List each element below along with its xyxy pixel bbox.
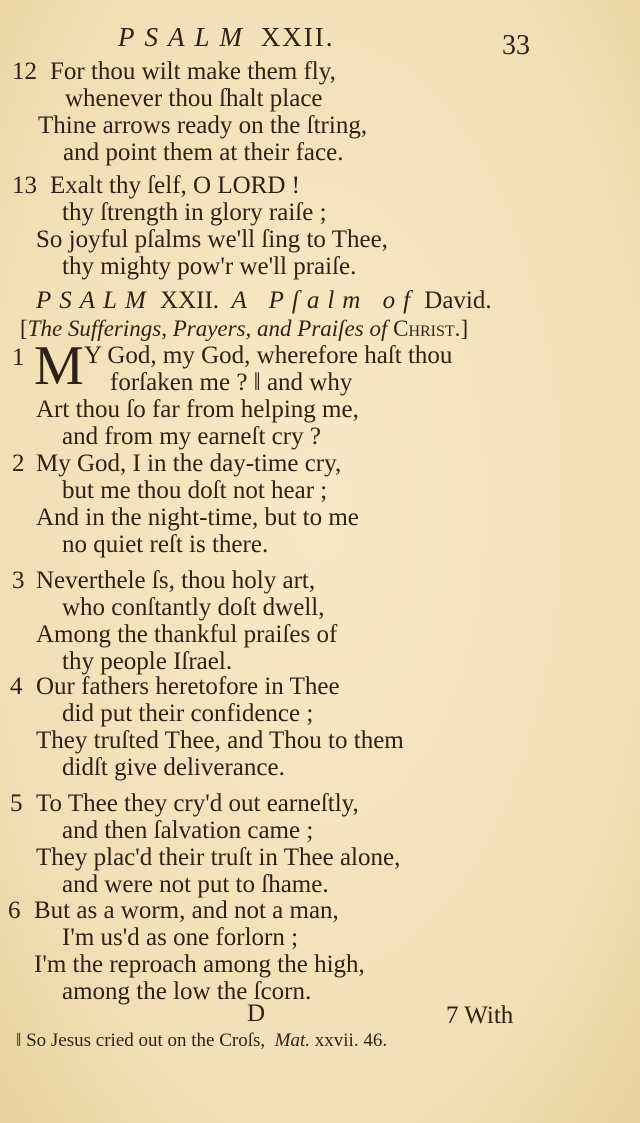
psalm-argument [20, 316, 468, 342]
verse-line: and from my earneſt cry ? [62, 423, 321, 450]
verse-number: 3 [12, 567, 25, 594]
verse-number: 5 [10, 790, 23, 817]
verse-line: I'm the reproach among the high, [34, 951, 365, 978]
footnote-ref: xxvii. 46. [314, 1030, 388, 1051]
argument-close-bracket: ] [460, 316, 469, 341]
verse-line: no quiet reſt is there. [62, 531, 269, 558]
verse-line: They truſted Thee, and Thou to them [36, 727, 404, 754]
verse-line: They plac'd their truſt in Thee alone, [36, 844, 401, 871]
verse-line: thy mighty pow'r we'll praiſe. [62, 253, 357, 280]
footnote-ref-book: Mat. [274, 1030, 311, 1051]
verse-line: So joyful pſalms we'll ſing to Thee, [36, 226, 388, 253]
verse-line: For thou wilt make them fly, [50, 58, 336, 85]
verse-number: 1 [12, 344, 25, 371]
verse-line: and point them at their face. [63, 139, 344, 166]
footnote [16, 1030, 387, 1052]
verse-line: did put their confidence ; [62, 700, 314, 727]
page-number: 33 [502, 30, 530, 61]
verse-line: Our fathers heretofore in Thee [36, 673, 340, 700]
verse-number: 2 [12, 450, 25, 477]
verse-line: thy people Iſrael. [62, 648, 233, 675]
verse-line: but me thou doſt not hear ; [62, 477, 328, 504]
verse-line: and then ſalvation came ; [62, 817, 314, 844]
footnote-text: So Jesus cried out on the Croſs, [26, 1030, 266, 1051]
verse-line: didſt give deliverance. [62, 754, 285, 781]
verse-line: To Thee they cry'd out earneſtly, [36, 790, 359, 817]
psalm-heading-number: XXII. [160, 287, 220, 314]
verse-number: 12 [12, 58, 37, 85]
verse-line: Neverthele ſs, thou holy art, [36, 567, 316, 594]
drop-cap: M [34, 335, 84, 397]
verse-line: I'm us'd as one forlorn ; [62, 924, 299, 951]
verse-line: Y God, my God, wherefore haſt thou [84, 342, 453, 369]
verse-line: forſaken me ? ‖ and why [110, 369, 353, 396]
psalm-heading-subtitle: A Pſalm of [231, 287, 419, 314]
verse-line: and were not put to ſhame. [62, 871, 329, 898]
argument-open-bracket: [ [20, 316, 28, 341]
running-title-number: XXII. [260, 22, 335, 52]
verse-line: Among the thankful praiſes of [36, 621, 338, 648]
psalm-heading-author: David. [424, 287, 492, 314]
verse-line: Thine arrows ready on the ſtring, [38, 112, 368, 139]
catchword: 7 With [446, 1002, 514, 1029]
verse-number: 13 [12, 172, 37, 199]
verse-number: 6 [8, 897, 21, 924]
verse-line: who conſtantly doſt dwell, [62, 594, 325, 621]
argument-name: Christ. [393, 316, 461, 341]
psalm-heading [36, 287, 492, 315]
verse-line: Art thou ſo far from helping me, [36, 396, 359, 423]
verse-line: Exalt thy ſelf, O LORD ! [50, 172, 300, 199]
signature-mark: D [247, 1000, 266, 1027]
argument-text: The Sufferings, Prayers, and Praiſes of [27, 316, 388, 341]
verse-line: But as a worm, and not a man, [34, 897, 339, 924]
running-title-psalm: PSALM [118, 22, 252, 52]
psalm-heading-label: PSALM [36, 287, 154, 314]
verse-number: 4 [10, 673, 23, 700]
verse-line: whenever thou ſhalt place [65, 85, 323, 112]
verse-line: thy ſtrength in glory raiſe ; [62, 199, 327, 226]
footnote-mark: ‖ [16, 1030, 22, 1051]
running-title [118, 22, 334, 53]
verse-line: among the low the ſcorn. [62, 978, 312, 1005]
verse-line: My God, I in the day-time cry, [36, 450, 342, 477]
verse-line: And in the night-time, but to me [36, 504, 359, 531]
